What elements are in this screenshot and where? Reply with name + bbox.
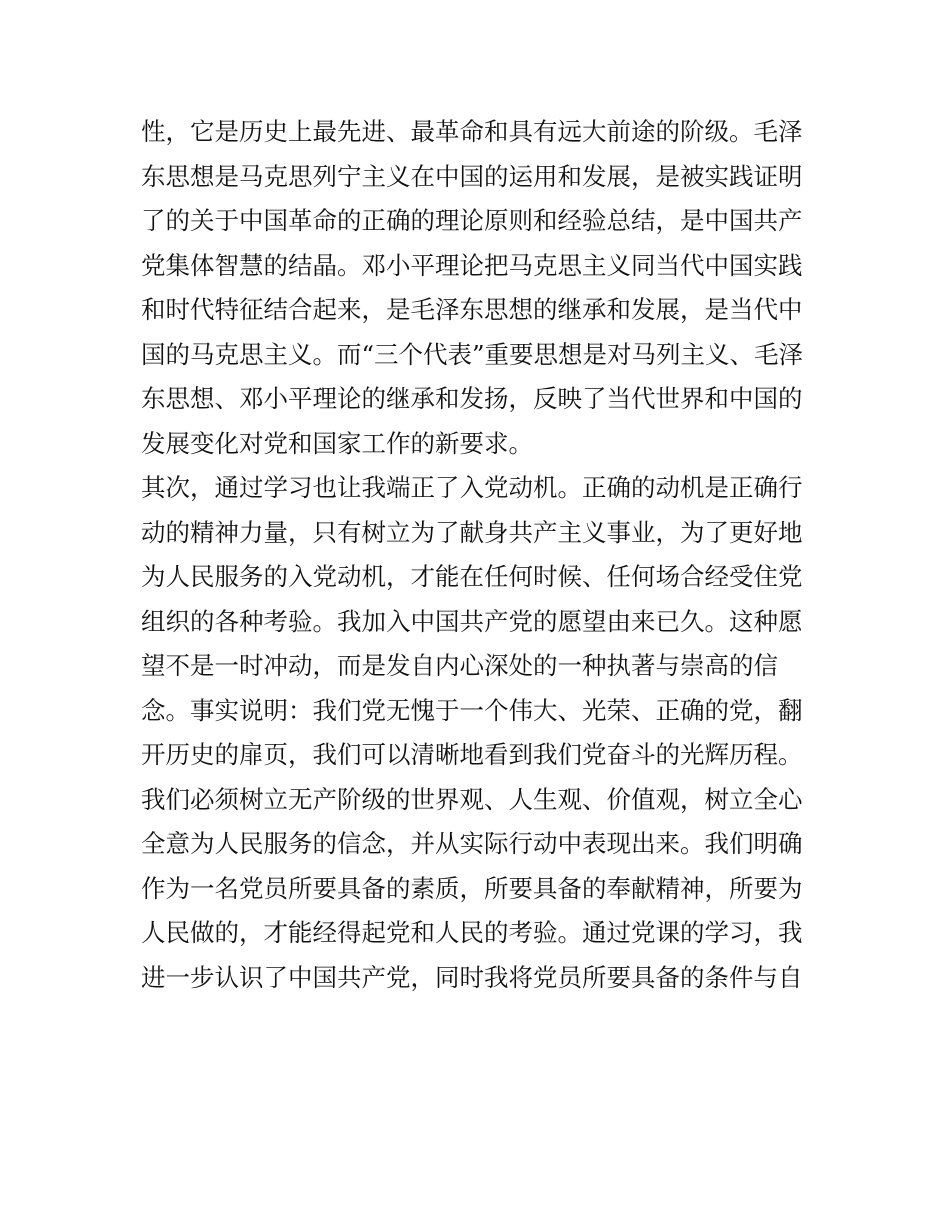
text-line: 了的关于中国革命的正确的理论原则和经验总结，是中国共产: [141, 206, 803, 235]
text-line: 进一步认识了中国共产党，同时我将党员所要具备的条件与自: [141, 962, 803, 992]
text-line: 开历史的扉页，我们可以清晰地看到我们党奋斗的光辉历程。: [141, 740, 803, 769]
text-line: 人民做的，才能经得起党和人民的考验。通过党课的学习，我: [141, 918, 803, 947]
text-line: 我们必须树立无产阶级的世界观、人生观、价值观，树立全心: [141, 784, 803, 814]
body-text: [141, 110, 821, 1000]
text-line: 其次，通过学习也让我端正了入党动机。正确的动机是正确行: [141, 473, 803, 502]
text-line: 为人民服务的入党动机，才能在任何时候、任何场合经受住党: [141, 562, 803, 591]
text-line: 国的马克思主义。而“三个代表”重要思想是对马列主义、毛泽: [141, 339, 804, 369]
text-line: 性，它是历史上最先进、最革命和具有远大前途的阶级。毛泽: [141, 117, 803, 146]
text-line: 念。事实说明：我们党无愧于一个伟大、光荣、正确的党，翻: [141, 695, 803, 725]
text-line: 和时代特征结合起来，是毛泽东思想的继承和发展，是当代中: [141, 295, 803, 324]
text-line: 党集体智慧的结晶。邓小平理论把马克思主义同当代中国实践: [141, 250, 803, 280]
text-line: 东思想、邓小平理论的继承和发扬，反映了当代世界和中国的: [141, 384, 803, 413]
text-line: 望不是一时冲动，而是发自内心深处的一种执著与崇高的信: [141, 651, 778, 680]
text-line: 全意为人民服务的信念，并从实际行动中表现出来。我们明确: [141, 829, 803, 858]
text-line: 组织的各种考验。我加入中国共产党的愿望由来已久。这种愿: [141, 606, 803, 636]
text-line: 作为一名党员所要具备的素质，所要具备的奉献精神，所要为: [141, 873, 803, 903]
text-line: 东思想是马克思列宁主义在中国的运用和发展，是被实践证明: [141, 161, 803, 191]
text-line: 动的精神力量，只有树立为了献身共产主义事业，为了更好地: [141, 517, 803, 547]
text-line: 发展变化对党和国家工作的新要求。: [141, 428, 533, 458]
